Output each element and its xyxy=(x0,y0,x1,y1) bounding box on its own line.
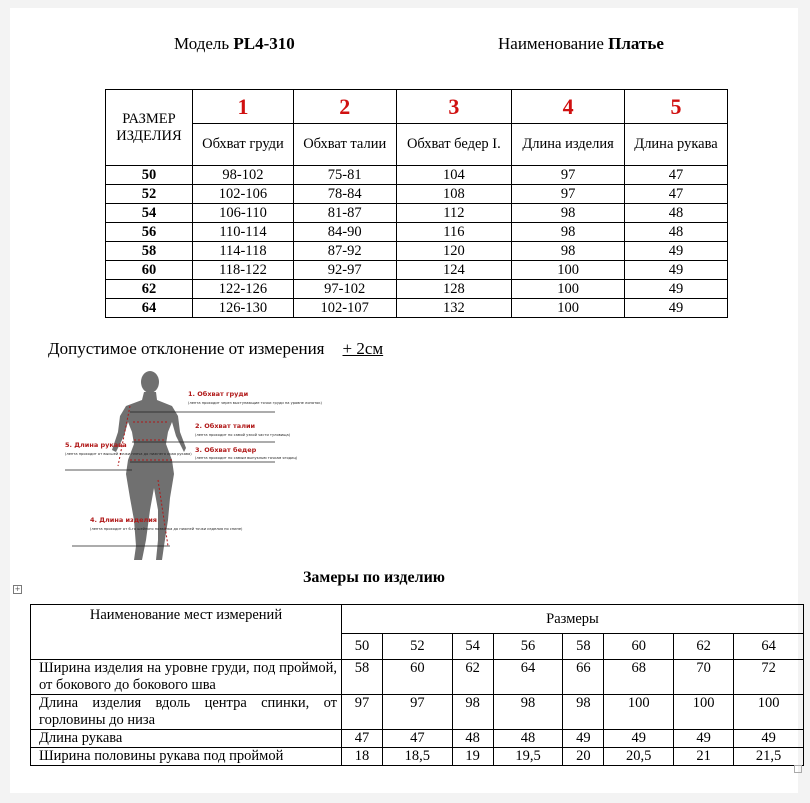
measurement-value: 47 xyxy=(624,185,727,204)
body-measurement-figure xyxy=(60,370,322,570)
measurement-cell: 60 xyxy=(382,660,452,695)
column-label: Обхват бедер I. xyxy=(396,124,512,166)
measurement-cell: 100 xyxy=(734,695,804,730)
measurement-value: 81-87 xyxy=(293,204,396,223)
measurement-row xyxy=(31,730,804,748)
column-number: 3 xyxy=(396,90,512,124)
column-label: Обхват талии xyxy=(293,124,396,166)
measurement-value: 48 xyxy=(624,204,727,223)
measurement-value: 106-110 xyxy=(193,204,294,223)
measurement-value: 98 xyxy=(512,242,625,261)
measurement-value: 75-81 xyxy=(293,166,396,185)
measurement-cell: 72 xyxy=(734,660,804,695)
measurement-value: 49 xyxy=(624,242,727,261)
measurement-value: 98 xyxy=(512,204,625,223)
size-value: 50 xyxy=(106,166,193,185)
measurement-value: 118-122 xyxy=(193,261,294,280)
figure-label-note: (лента проходит через выступающие точки груди на уровне лопаток) xyxy=(188,401,322,405)
measurement-cell: 18,5 xyxy=(382,748,452,766)
size-value: 64 xyxy=(106,299,193,318)
measurement-name: Длина изделия вдоль центра спинки, от горловины до низа xyxy=(31,695,342,730)
size-value: 60 xyxy=(106,261,193,280)
measurement-cell: 18 xyxy=(342,748,383,766)
figure-label-title: 2. Обхват талии xyxy=(195,422,256,430)
measurement-cell: 19 xyxy=(452,748,493,766)
measurement-value: 97 xyxy=(512,166,625,185)
model-line xyxy=(174,34,295,54)
figure-labels xyxy=(65,390,323,531)
measurement-value: 132 xyxy=(396,299,512,318)
measurement-row xyxy=(31,660,804,695)
measurement-value: 124 xyxy=(396,261,512,280)
measurement-cell: 100 xyxy=(674,695,734,730)
size-row xyxy=(106,204,728,223)
measurement-cell: 47 xyxy=(342,730,383,748)
column-label: Длина изделия xyxy=(512,124,625,166)
measurement-cell: 48 xyxy=(452,730,493,748)
measurement-cell: 98 xyxy=(493,695,563,730)
measurements-body xyxy=(31,660,804,766)
measurement-cell: 21,5 xyxy=(734,748,804,766)
sizes-head: Размеры xyxy=(342,605,804,634)
measurement-cell: 68 xyxy=(604,660,674,695)
measurement-value: 100 xyxy=(512,261,625,280)
size-column-head: 64 xyxy=(734,634,804,660)
figure-label-title: 3. Обхват бедер xyxy=(195,446,257,454)
garment-measurements-table xyxy=(30,604,804,766)
size-chart-table xyxy=(105,89,728,318)
column-number: 4 xyxy=(512,90,625,124)
measurement-cell: 97 xyxy=(342,695,383,730)
column-number: 5 xyxy=(624,90,727,124)
model-value: PL4-310 xyxy=(233,34,295,53)
measurement-cell: 48 xyxy=(493,730,563,748)
measurement-cell: 20 xyxy=(563,748,604,766)
column-label: Обхват груди xyxy=(193,124,294,166)
size-value: 62 xyxy=(106,280,193,299)
size-column-head: 52 xyxy=(382,634,452,660)
size-column-head: 54 xyxy=(452,634,493,660)
measurement-cell: 49 xyxy=(563,730,604,748)
measurement-row xyxy=(31,695,804,730)
section-title xyxy=(10,569,798,587)
measurement-value: 128 xyxy=(396,280,512,299)
measurement-name: Длина рукава xyxy=(31,730,342,748)
figure-label-note: (лента проходит от 6-го шейного позвонка до нижней точки изделия по спине) xyxy=(90,527,243,531)
model-label: Модель xyxy=(174,34,230,53)
measurement-value: 84-90 xyxy=(293,223,396,242)
figure-label-title: 5. Длина рукава xyxy=(65,441,127,449)
measurement-value: 114-118 xyxy=(193,242,294,261)
measurement-value: 100 xyxy=(512,299,625,318)
measurement-name: Ширина изделия на уровне груди, под проймой, от бокового до бокового шва xyxy=(31,660,342,695)
measurement-cell: 19,5 xyxy=(493,748,563,766)
size-row xyxy=(106,299,728,318)
measurement-value: 97 xyxy=(512,185,625,204)
tolerance-text: Допустимое отклонение от измерения xyxy=(48,339,325,358)
size-column-head: 62 xyxy=(674,634,734,660)
measurement-value: 49 xyxy=(624,299,727,318)
measurement-value: 92-97 xyxy=(293,261,396,280)
measurement-cell: 64 xyxy=(493,660,563,695)
measurement-value: 48 xyxy=(624,223,727,242)
size-value: 54 xyxy=(106,204,193,223)
resize-handle-icon[interactable] xyxy=(794,765,802,773)
measurement-value: 110-114 xyxy=(193,223,294,242)
measurement-cell: 66 xyxy=(563,660,604,695)
tolerance-note xyxy=(48,339,383,359)
measurement-row xyxy=(31,748,804,766)
size-row xyxy=(106,223,728,242)
measurement-cell: 58 xyxy=(342,660,383,695)
measurement-cell: 70 xyxy=(674,660,734,695)
size-column-head: 58 xyxy=(563,634,604,660)
measurement-value: 102-107 xyxy=(293,299,396,318)
measurement-value: 49 xyxy=(624,261,727,280)
figure-label-title: 1. Обхват груди xyxy=(188,390,249,398)
column-label: Длина рукава xyxy=(624,124,727,166)
measurement-value: 97-102 xyxy=(293,280,396,299)
place-head: Наименование мест измерений xyxy=(31,605,342,660)
measurement-cell: 49 xyxy=(734,730,804,748)
measurement-value: 87-92 xyxy=(293,242,396,261)
section-title-text: Замеры по изделию xyxy=(302,569,446,586)
measurement-value: 104 xyxy=(396,166,512,185)
measurement-value: 98-102 xyxy=(193,166,294,185)
figure-label-note: (лента проходит от высшей точки плеча до нижнего края рукава) xyxy=(65,452,192,456)
figure-label-note: (лента проходит по самой узкой части туловища) xyxy=(195,433,291,437)
measurement-cell: 49 xyxy=(674,730,734,748)
figure-label-title: 4. Длина изделия xyxy=(90,516,157,524)
measurement-cell: 98 xyxy=(452,695,493,730)
column-number: 1 xyxy=(193,90,294,124)
measurement-cell: 47 xyxy=(382,730,452,748)
size-row xyxy=(106,166,728,185)
measurement-value: 120 xyxy=(396,242,512,261)
measurement-value: 122-126 xyxy=(193,280,294,299)
size-table-body xyxy=(106,166,728,318)
measurement-name: Ширина половины рукава под проймой xyxy=(31,748,342,766)
measurement-cell: 62 xyxy=(452,660,493,695)
measurement-cell: 97 xyxy=(382,695,452,730)
measurement-value: 116 xyxy=(396,223,512,242)
measurement-value: 100 xyxy=(512,280,625,299)
size-row xyxy=(106,242,728,261)
body-silhouette xyxy=(112,371,186,560)
product-name-line xyxy=(498,34,664,54)
measurement-cell: 21 xyxy=(674,748,734,766)
size-row xyxy=(106,261,728,280)
measurement-cell: 20,5 xyxy=(604,748,674,766)
size-column-head: 60 xyxy=(604,634,674,660)
column-number: 2 xyxy=(293,90,396,124)
size-column-head: 50 xyxy=(342,634,383,660)
measurement-value: 98 xyxy=(512,223,625,242)
table-anchor-icon[interactable]: + xyxy=(14,585,21,593)
measurement-value: 102-106 xyxy=(193,185,294,204)
measurement-value: 47 xyxy=(624,166,727,185)
figure-label-note: (лента проходит по самым выпуклым точкам ягодиц) xyxy=(195,456,298,460)
document-sheet xyxy=(10,8,798,793)
measurement-value: 49 xyxy=(624,280,727,299)
size-row xyxy=(106,185,728,204)
size-row xyxy=(106,280,728,299)
measurement-cell: 98 xyxy=(563,695,604,730)
size-value: 52 xyxy=(106,185,193,204)
tolerance-value: + 2см xyxy=(342,339,384,358)
measurement-value: 108 xyxy=(396,185,512,204)
size-value: 56 xyxy=(106,223,193,242)
measurement-cell: 100 xyxy=(604,695,674,730)
measurement-value: 78-84 xyxy=(293,185,396,204)
name-label: Наименование xyxy=(498,34,604,53)
size-value: 58 xyxy=(106,242,193,261)
size-corner-label: РАЗМЕР ИЗДЕЛИЯ xyxy=(106,90,193,166)
name-value: Платье xyxy=(608,34,664,53)
measurement-value: 112 xyxy=(396,204,512,223)
size-column-head: 56 xyxy=(493,634,563,660)
measurement-value: 126-130 xyxy=(193,299,294,318)
measurement-cell: 49 xyxy=(604,730,674,748)
